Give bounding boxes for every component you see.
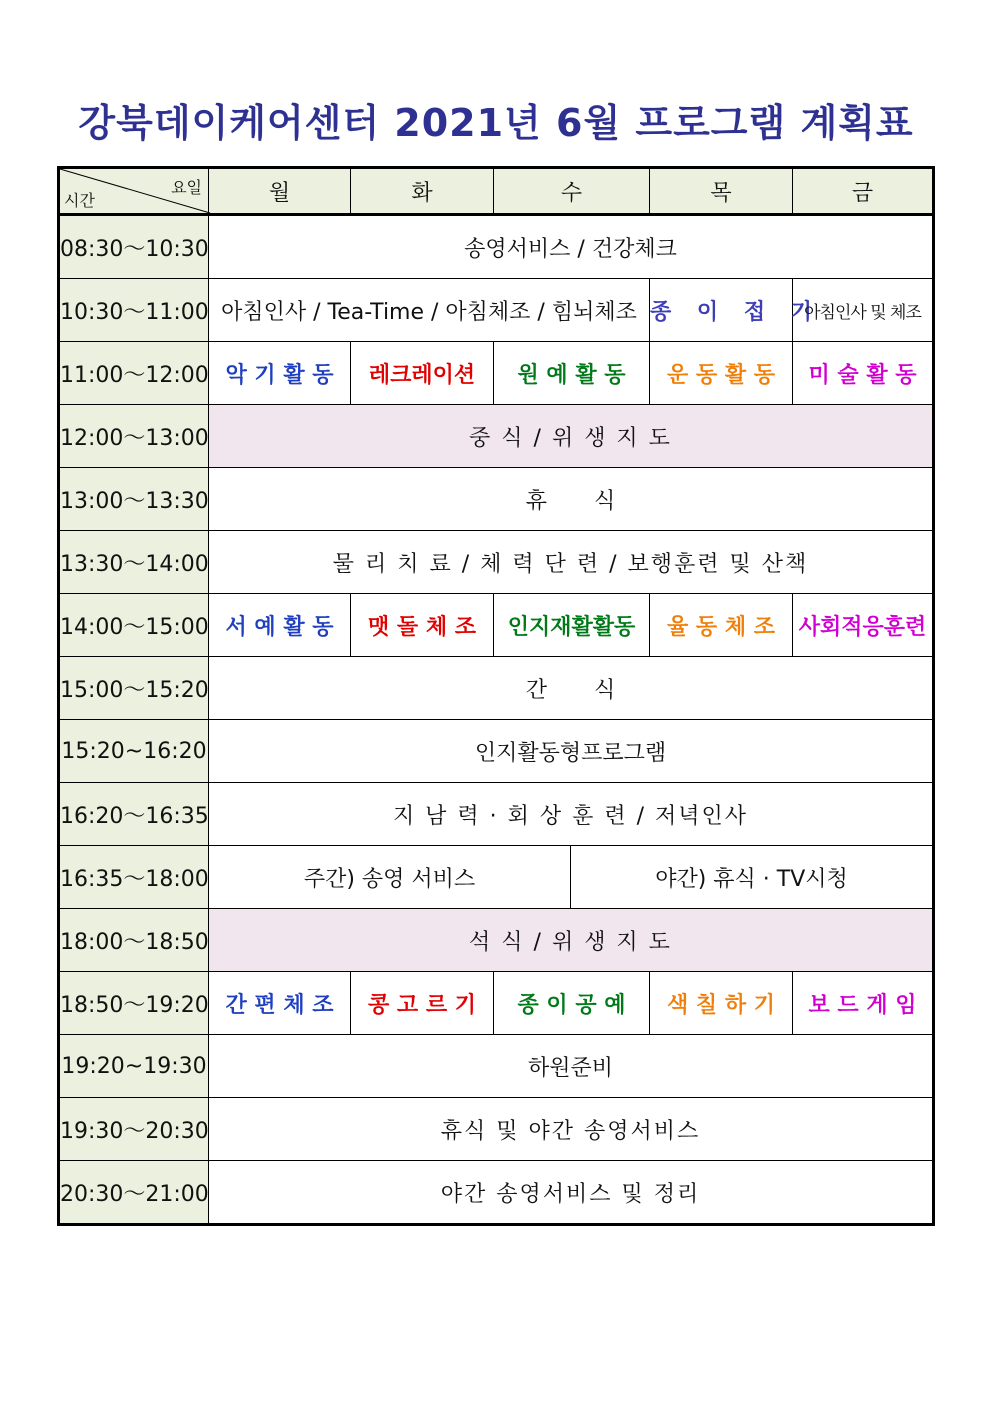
table-row (59, 342, 934, 405)
activity-cell: 송영서비스 / 건강체크 (209, 215, 934, 279)
time-cell: 19:20~19:30 (59, 1035, 209, 1098)
time-cell: 16:35～18:00 (59, 846, 209, 909)
activity-cell-tue: 맷 돌 체 조 (351, 594, 494, 657)
time-cell: 13:00～13:30 (59, 468, 209, 531)
activity-cell: 간 식 (209, 657, 934, 720)
page-title: 강북데이케어센터 2021년 6월 프로그램 계획표 (78, 101, 914, 145)
corner-day-label: 요일 (171, 178, 202, 197)
activity-cell-thu: 종 이 접 기 (650, 279, 793, 342)
table-row (59, 468, 934, 531)
header-row (59, 168, 934, 215)
activity-cell: 인지활동형프로그램 (209, 720, 934, 783)
activity-cell-tue: 콩 고 르 기 (351, 972, 494, 1035)
table-row (59, 783, 934, 846)
time-cell: 18:50～19:20 (59, 972, 209, 1035)
time-cell: 10:30～11:00 (59, 279, 209, 342)
activity-cell-mon: 서 예 활 동 (209, 594, 351, 657)
split-row-cell (209, 846, 934, 909)
table-row (59, 594, 934, 657)
activity-cell-mon: 간 편 체 조 (209, 972, 351, 1035)
activity-cell-wed: 종 이 공 예 (494, 972, 650, 1035)
time-cell: 12:00～13:00 (59, 405, 209, 468)
activity-cell-fri: 아침인사 및 체조 (793, 279, 934, 342)
day-header-wed: 수 (494, 168, 650, 215)
time-cell: 20:30～21:00 (59, 1161, 209, 1225)
table-row (59, 215, 934, 279)
activity-cell-night: 야간) 휴식 · TV시청 (655, 866, 848, 892)
time-cell: 15:00～15:20 (59, 657, 209, 720)
table-row (59, 531, 934, 594)
table-row (59, 1035, 934, 1098)
time-cell: 19:30～20:30 (59, 1098, 209, 1161)
time-cell: 11:00～12:00 (59, 342, 209, 405)
activity-cell-day: 주간) 송영 서비스 (209, 846, 571, 908)
table-row (59, 1098, 934, 1161)
table-row (59, 405, 934, 468)
activity-cell-fri: 보 드 게 임 (793, 972, 934, 1035)
day-header-mon: 월 (209, 168, 351, 215)
time-cell: 08:30～10:30 (59, 215, 209, 279)
activity-cell: 중 식 / 위 생 지 도 (209, 405, 934, 468)
time-cell: 14:00～15:00 (59, 594, 209, 657)
time-cell: 15:20~16:20 (59, 720, 209, 783)
activity-cell: 휴 식 (209, 468, 934, 531)
activity-cell-tue: 레크레이션 (351, 342, 494, 405)
table-row (59, 972, 934, 1035)
activity-cell-thu: 율 동 체 조 (650, 594, 793, 657)
activity-cell: 석 식 / 위 생 지 도 (209, 909, 934, 972)
day-header-tue: 화 (351, 168, 494, 215)
activity-cell-mon: 악 기 활 동 (209, 342, 351, 405)
activity-cell-wed: 원 예 활 동 (494, 342, 650, 405)
activity-cell-wed: 인지재활활동 (494, 594, 650, 657)
activity-cell-fri: 미 술 활 동 (793, 342, 934, 405)
activity-cell: 야간 송영서비스 및 정리 (209, 1161, 934, 1225)
day-header-thu: 목 (650, 168, 793, 215)
table-row (59, 1161, 934, 1225)
activity-cell: 하원준비 (209, 1035, 934, 1098)
day-header-fri: 금 (793, 168, 934, 215)
schedule-table (57, 166, 935, 1226)
activity-cell: 물 리 치 료 / 체 력 단 련 / 보행훈련 및 산책 (209, 531, 934, 594)
table-row (59, 846, 934, 909)
table-row (59, 720, 934, 783)
activity-cell-thu: 색 칠 하 기 (650, 972, 793, 1035)
time-cell: 18:00～18:50 (59, 909, 209, 972)
activity-cell-thu: 운 동 활 동 (650, 342, 793, 405)
activity-cell: 지 남 력 · 회 상 훈 련 / 저녁인사 (209, 783, 934, 846)
activity-cell: 아침인사 / Tea-Time / 아침체조 / 힘뇌체조 (209, 279, 650, 342)
time-cell: 16:20～16:35 (59, 783, 209, 846)
corner-cell (59, 168, 209, 215)
activity-cell-fri: 사회적응훈련 (793, 594, 934, 657)
table-row (59, 657, 934, 720)
table-row (59, 279, 934, 342)
time-cell: 13:30～14:00 (59, 531, 209, 594)
table-row (59, 909, 934, 972)
activity-cell: 휴식 및 야간 송영서비스 (209, 1098, 934, 1161)
corner-time-label: 시간 (64, 191, 95, 210)
